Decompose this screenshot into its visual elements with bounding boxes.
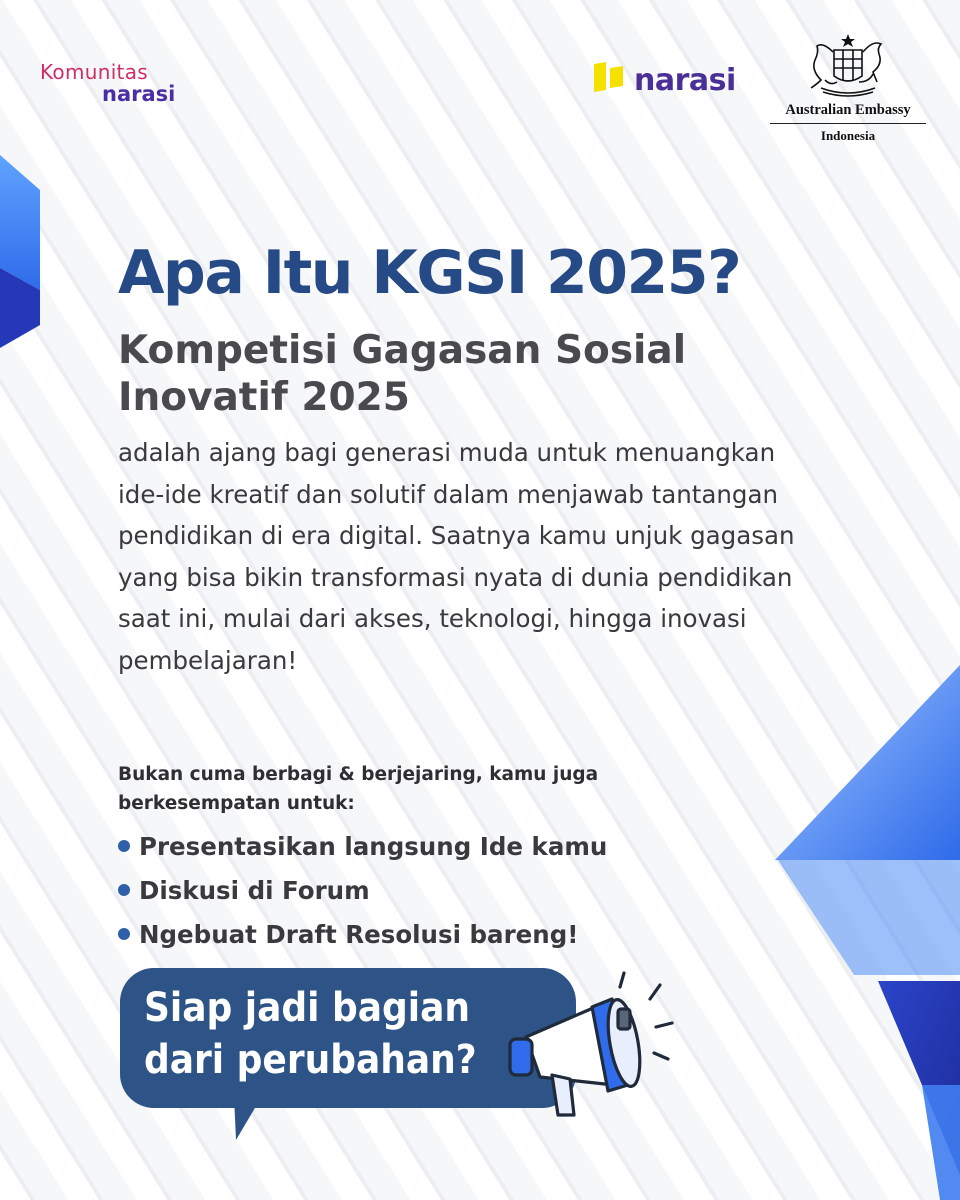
page-title: Apa Itu KGSI 2025? <box>118 238 741 308</box>
benefits-list <box>118 824 607 956</box>
embassy-name: Australian Embassy <box>770 102 926 124</box>
komunitas-narasi-logo <box>40 62 175 105</box>
bullet-dot-icon <box>118 884 130 896</box>
narasi-logo <box>590 60 736 100</box>
right-shapes-decoration <box>770 665 960 1200</box>
benefits-intro: Bukan cuma berbagi & berjejaring, kamu juga berkesempatan untuk: <box>118 764 599 814</box>
benefit-text: Diskusi di Forum <box>139 875 370 905</box>
komunitas-logo-text: Komunitas <box>40 60 148 84</box>
list-item <box>118 824 607 868</box>
bullet-dot-icon <box>118 928 130 940</box>
cta-text: Siap jadi bagian dari perubahan? <box>144 985 477 1083</box>
benefit-text: Ngebuat Draft Resolusi bareng! <box>139 919 579 949</box>
list-item <box>118 912 607 956</box>
left-shapes-decoration <box>0 150 60 360</box>
megaphone-icon <box>500 965 680 1135</box>
coat-of-arms-icon <box>803 30 893 100</box>
list-item <box>118 868 607 912</box>
speech-bubble-tail <box>234 1096 264 1142</box>
page-subtitle: Kompetisi Gagasan Sosial Inovatif 2025 <box>118 328 687 420</box>
description-paragraph: adalah ajang bagi generasi muda untuk menuangkan ide-ide kreatif dan solutif dalam menjawab tantangan pendidikan di era digital. Saatnya kamu unjuk gagasan yang bisa bikin transformasi nyata di dunia pendidikan saat ini, mulai dari akses, teknologi, hingga inovasi pembelajaran! <box>118 438 795 675</box>
narasi-logo-text: narasi <box>634 62 736 98</box>
bullet-dot-icon <box>118 840 130 852</box>
australian-embassy-logo <box>770 30 926 144</box>
embassy-country: Indonesia <box>820 128 876 143</box>
narasi-logo-mark-icon <box>590 60 628 100</box>
benefit-text: Presentasikan langsung Ide kamu <box>139 831 608 861</box>
komunitas-narasi-logo-text: narasi <box>102 82 176 106</box>
